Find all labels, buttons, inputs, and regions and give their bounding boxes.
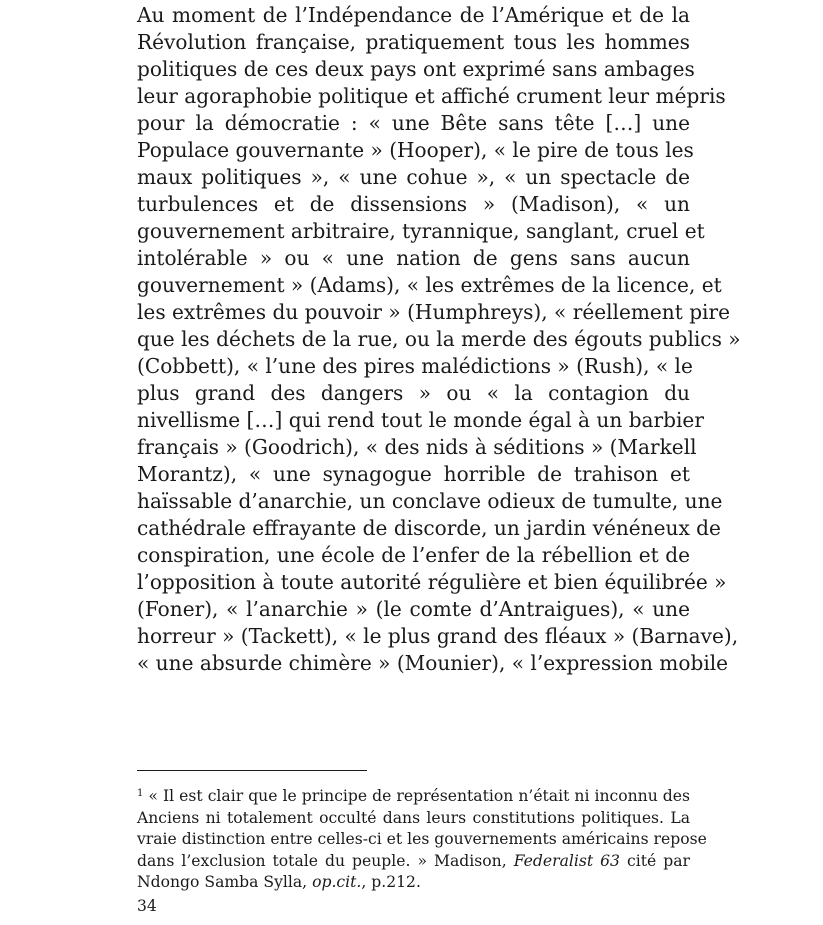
text-line: « une absurde chimère » (Mounier), « l’expression mobile xyxy=(137,651,729,675)
main-paragraph xyxy=(137,0,741,677)
text-line: pour la démocratie : « une Bête sans tête […] une xyxy=(137,111,690,135)
footnote-line xyxy=(137,872,690,894)
footnote-line: vraie distinction entre celles-ci et les gouvernements américains repose xyxy=(137,830,707,848)
text-line: Au moment de l’Indépendance de l’Amérique et de la xyxy=(137,3,690,27)
text-line: l’opposition à toute autorité régulière et bien équilibrée » xyxy=(137,570,727,594)
text-line: Morantz), « une synagogue horrible de trahison et xyxy=(137,462,690,486)
footnote-separator xyxy=(137,770,367,771)
text-line: Populace gouvernante » (Hooper), « le pire de tous les xyxy=(137,138,694,162)
footnote-line: Anciens ni totalement occulté dans leurs constitutions politiques. La xyxy=(137,808,690,827)
page-body xyxy=(137,0,741,677)
footnote-op-cit: op.cit. xyxy=(312,873,362,891)
footnote-text: cité par xyxy=(619,851,690,870)
text-line: leur agoraphobie politique et affiché crument leur mépris xyxy=(137,84,726,108)
footnote-text: « Il est clair que le principe de représentation n’était ni inconnu des xyxy=(143,787,690,805)
text-line: turbulences et de dissensions » (Madison), « un xyxy=(137,192,690,216)
text-line: gouvernement arbitraire, tyrannique, sanglant, cruel et xyxy=(137,219,705,243)
text-line: conspiration, une école de l’enfer de la rébellion et de xyxy=(137,543,690,567)
text-line: plus grand des dangers » ou « la contagion du xyxy=(137,381,690,405)
footnote-text: dans l’exclusion totale du peuple. » Madison, xyxy=(137,851,514,870)
text-line: nivellisme […] qui rend tout le monde égal à un barbier xyxy=(137,408,704,432)
footnote-line xyxy=(137,786,690,808)
footnote-line xyxy=(137,851,690,873)
footnote-text: , p.212. xyxy=(361,873,421,891)
page-number: 34 xyxy=(137,897,157,915)
text-line: intolérable » ou « une nation de gens sans aucun xyxy=(137,246,690,270)
text-line: horreur » (Tackett), « le plus grand des fléaux » (Barnave), xyxy=(137,624,739,648)
text-line: gouvernement » (Adams), « les extrêmes de la licence, et xyxy=(137,273,722,297)
text-line: les extrêmes du pouvoir » (Humphreys), « réellement pire xyxy=(137,300,730,324)
text-line: que les déchets de la rue, ou la merde des égouts publics » xyxy=(137,327,741,351)
footnote xyxy=(137,786,707,894)
text-line: français » (Goodrich), « des nids à séditions » (Markell xyxy=(137,435,697,459)
text-line: (Foner), « l’anarchie » (le comte d’Antraigues), « une xyxy=(137,597,690,621)
text-line: politiques de ces deux pays ont exprimé sans ambages xyxy=(137,57,695,81)
footnote-text: Ndongo Samba Sylla, xyxy=(137,873,313,891)
footnote-work-title: Federalist 63 xyxy=(513,851,620,870)
text-line: Révolution française, pratiquement tous les hommes xyxy=(137,30,690,54)
text-line: haïssable d’anarchie, un conclave odieux de tumulte, une xyxy=(137,489,723,513)
text-line: (Cobbett), « l’une des pires malédictions » (Rush), « le xyxy=(137,354,693,378)
footnote-marker: 1 xyxy=(137,788,144,799)
text-line: maux politiques », « une cohue », « un spectacle de xyxy=(137,165,690,189)
text-line: cathédrale effrayante de discorde, un jardin vénéneux de xyxy=(137,516,721,540)
